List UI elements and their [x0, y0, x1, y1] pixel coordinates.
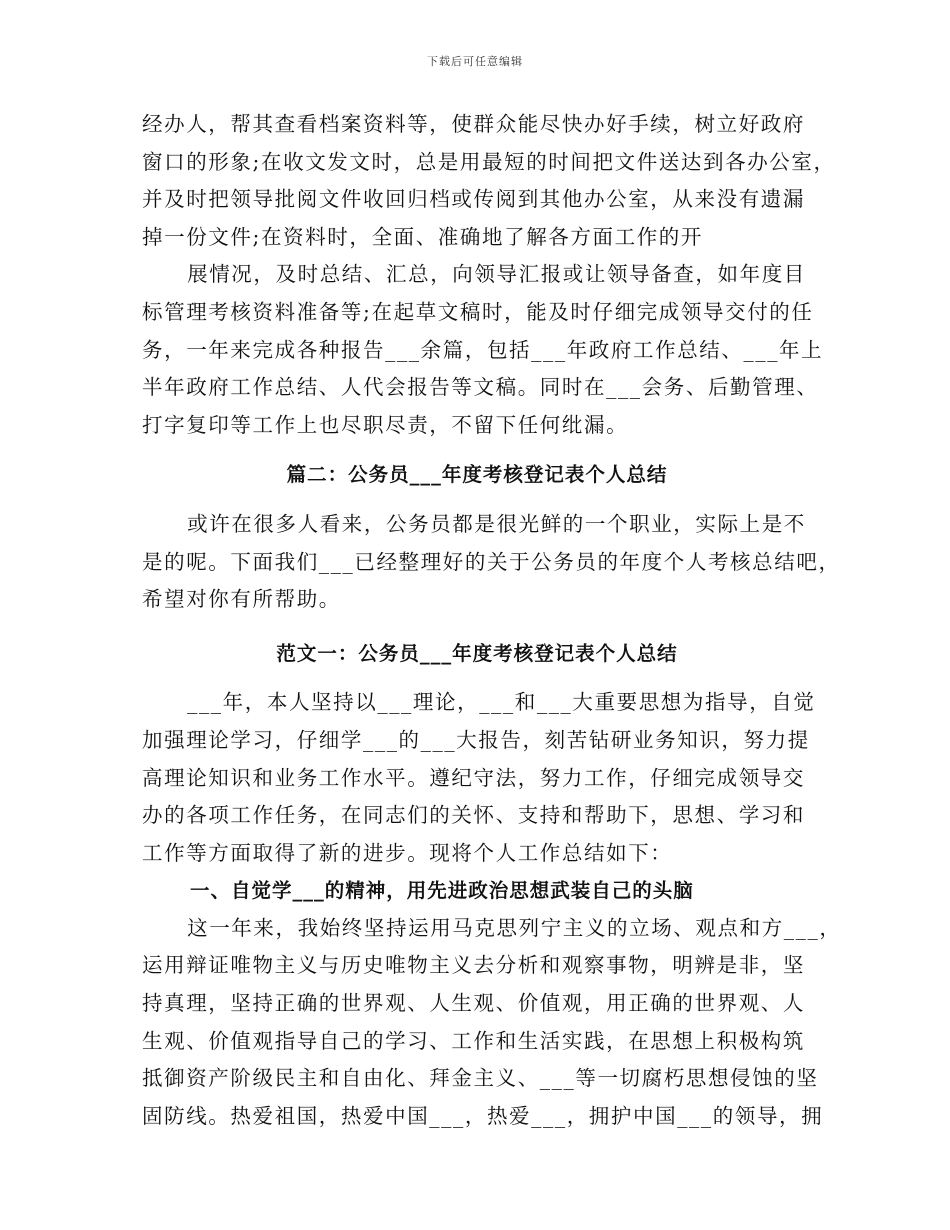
- spacer: [142, 672, 812, 684]
- body-line: 这一年来，我始终坚持运用马克思列宁主义的立场、观点和方___，: [187, 915, 842, 940]
- body-line: 标管理考核资料准备等;在起草文稿时，能及时仔细完成领导交付的任: [142, 299, 814, 324]
- body-line: 抵御资产阶级民主和自由化、拜金主义、___等一切腐朽思想侵蚀的坚: [142, 1066, 819, 1091]
- body-line: 工作等方面取得了新的进步。现将个人工作总结如下：: [142, 840, 673, 865]
- body-line: 是的呢。下面我们___已经整理好的关于公务员的年度个人考核总结吧，: [142, 549, 841, 574]
- section-heading: 范文一：公务员___年度考核登记表个人总结: [276, 641, 678, 665]
- body-line: 或许在很多人看来，公务员都是很光鲜的一个职业，实际上是不: [187, 511, 806, 536]
- body-line: 固防线。热爱祖国，热爱中国___，热爱___，拥护中国___的领导，拥: [142, 1103, 824, 1128]
- body-line: 并及时把领导批阅文件收回归档或传阅到其他办公室，从来没有遗漏: [142, 187, 805, 212]
- spacer: [142, 494, 812, 506]
- body-line: 高理论知识和业务工作水平。遵纪守法，努力工作，仔细完成领导交: [142, 765, 805, 790]
- body-line: 持真理，坚持正确的世界观、人生观、价值观，用正确的世界观、人: [142, 991, 805, 1016]
- spacer: [142, 444, 812, 456]
- body-line: 展情况，及时总结、汇总，向领导汇报或让领导备查，如年度目: [187, 262, 806, 287]
- body-line: 半年政府工作总结、人代会报告等文稿。同时在___会务、后勤管理、: [142, 375, 819, 400]
- body-line: ___年，本人坚持以___理论，___和___大重要思想为指导，自觉: [187, 690, 816, 715]
- body-line: 务，一年来完成各种报告___余篇，包括___年政府工作总结、___年上: [142, 337, 824, 362]
- section-heading: 篇二：公务员___年度考核登记表个人总结: [286, 463, 668, 487]
- body-line: 生观、价值观指导自己的学习、工作和生活实践，在思想上积极构筑: [142, 1028, 805, 1053]
- document-body: [142, 106, 842, 1135]
- body-line: 运用辩证唯物主义与历史唯物主义去分析和观察事物，明辨是非，坚: [142, 953, 805, 978]
- body-line: 办的各项工作任务，在同志们的关怀、支持和帮助下，思想、学习和: [142, 803, 805, 828]
- subsection-heading: 一、自觉学___的精神，用先进政治思想武装自己的头脑: [190, 879, 694, 903]
- body-line: 掉一份文件;在资料时，全面、准确地了解各方面工作的开: [142, 224, 704, 249]
- body-line: 打字复印等工作上也尽职尽责，不留下任何纰漏。: [142, 412, 629, 437]
- page-header-note: 下载后可任意编辑: [427, 55, 523, 68]
- body-line: 窗口的形象;在收文发文时，总是用最短的时间把文件送达到各办公室，: [142, 149, 836, 174]
- body-line: 经办人，帮其查看档案资料等，使群众能尽快办好手续，树立好政府: [142, 112, 805, 136]
- spacer: [142, 619, 812, 635]
- body-line: 希望对你有所帮助。: [142, 587, 341, 612]
- body-line: 加强理论学习，仔细学___的___大报告，刻苦钻研业务知识，努力提: [142, 727, 810, 752]
